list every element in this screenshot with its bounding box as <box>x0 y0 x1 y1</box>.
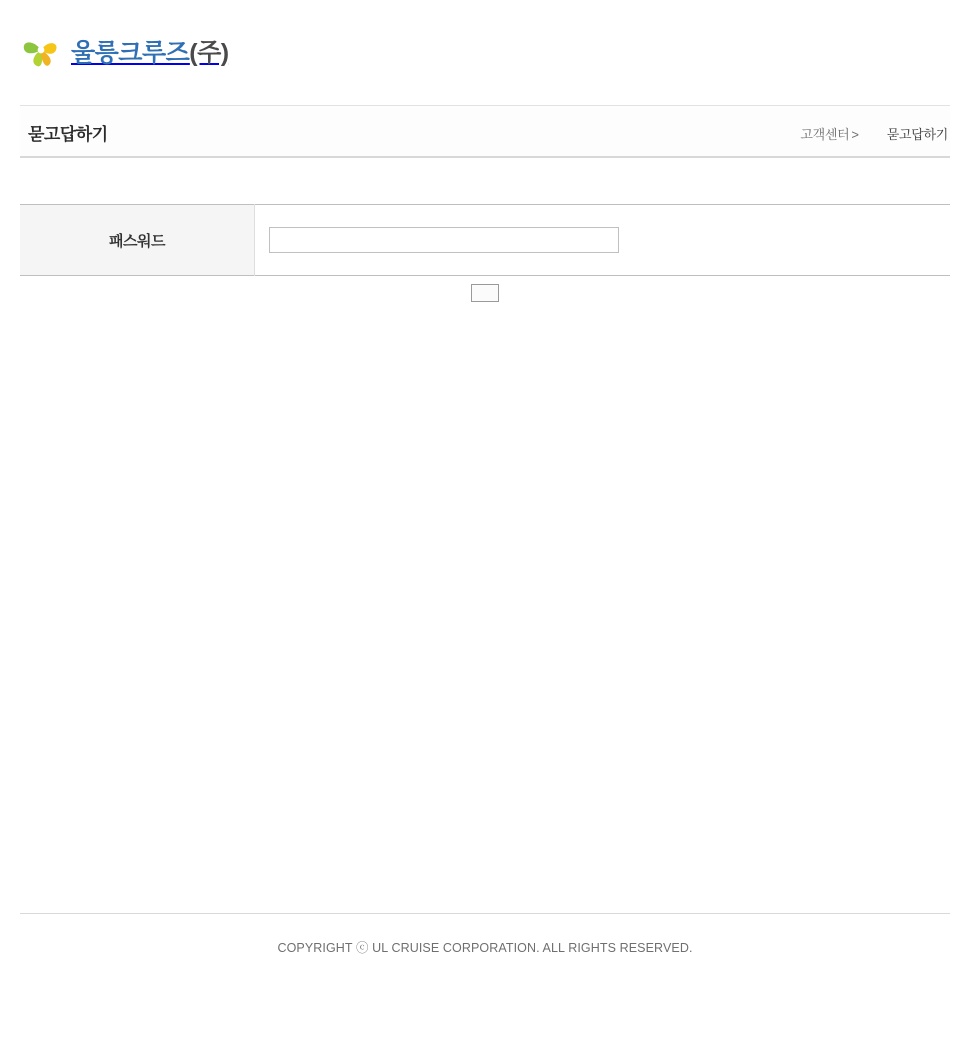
password-input[interactable] <box>269 227 619 253</box>
page-titlebar <box>20 105 950 158</box>
logo-wordmark-suffix: (주) <box>189 39 229 67</box>
password-field-cell <box>255 205 951 276</box>
page-title: 묻고답하기 <box>28 125 108 144</box>
breadcrumb <box>800 124 948 143</box>
site-logo[interactable] <box>20 30 229 72</box>
site-header <box>0 0 970 105</box>
logo-wordmark <box>71 33 229 69</box>
footer-copyright: COPYRIGHT ⓒ UL CRUISE CORPORATION. ALL RIGHTS RESERVED. <box>277 941 693 955</box>
submit-button[interactable] <box>471 284 499 302</box>
breadcrumb-root[interactable]: 고객센터 <box>800 127 850 142</box>
breadcrumb-current: 묻고답하기 <box>886 127 948 142</box>
logo-wordmark-main: 울릉크루즈 <box>71 39 190 67</box>
breadcrumb-separator: > <box>851 127 859 142</box>
table-row <box>20 205 950 276</box>
main-content <box>20 204 950 306</box>
pinwheel-flower-icon <box>20 30 62 72</box>
footer-divider <box>20 913 950 914</box>
password-label: 패스워드 <box>20 205 255 276</box>
password-form-table <box>20 204 950 276</box>
submit-row <box>20 284 950 306</box>
